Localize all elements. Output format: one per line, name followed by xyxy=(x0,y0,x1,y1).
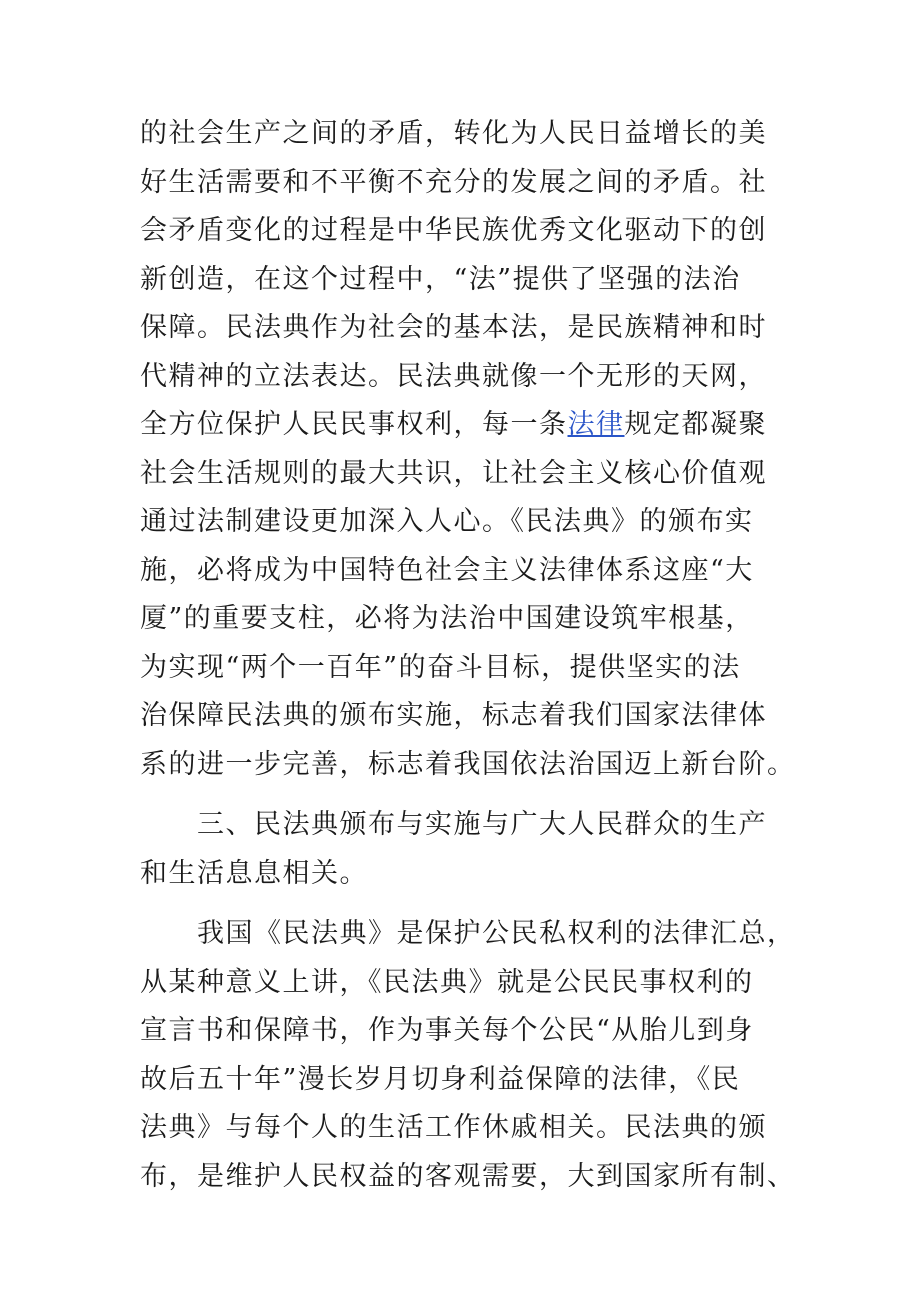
text-line: 厦”的重要支柱，必将为法治中国建设筑牢根基， xyxy=(140,603,754,634)
paragraph-spacer xyxy=(140,898,780,910)
law-link[interactable]: 法律 xyxy=(567,409,625,440)
text-line: 保障。民法典作为社会的基本法，是民族精神和时 xyxy=(140,312,767,343)
paragraph-continuation xyxy=(140,110,796,789)
paragraph-spacer xyxy=(140,789,780,801)
text-line: 治保障民法典的颁布实施，标志着我们国家法律体 xyxy=(140,700,767,731)
text-line: 从某种意义上讲，《民法典》就是公民民事权利的 xyxy=(140,966,754,998)
text-line: 故后五十年”漫长岁月切身利益保障的法律，《民 xyxy=(140,1063,741,1095)
text-line: 新创造，在这个过程中，“法”提供了坚强的法治 xyxy=(140,263,741,295)
text-segment: 规定都凝聚 xyxy=(624,409,767,440)
text-line: 的社会生产之间的矛盾，转化为人民日益增长的美 xyxy=(140,118,767,149)
text-segment: 全方位保护人民民事权利，每一条 xyxy=(140,409,568,440)
text-line: 法典》与每个人的生活工作休戚相关。民法典的颁 xyxy=(140,1112,767,1143)
document-body xyxy=(140,110,796,1201)
text-line: 为实现“两个一百年”的奋斗目标，提供坚实的法 xyxy=(140,651,741,683)
section-heading-3 xyxy=(140,801,780,898)
text-line: 通过法制建设更加深入人心。《民法典》的颁布实 xyxy=(140,506,754,537)
text-line: 我国《民法典》是保护公民私权利的法律汇总， xyxy=(197,918,796,949)
text-line: 会矛盾变化的过程是中华民族优秀文化驱动下的创 xyxy=(140,215,767,246)
text-line: 施，必将成为中国特色社会主义法律体系这座“大 xyxy=(140,554,754,586)
paragraph xyxy=(140,910,796,1201)
heading-line: 三、民法典颁布与实施与广大人民群众的生产 xyxy=(197,809,767,840)
text-line: 宣言书和保障书，作为事关每个公民“从胎儿到身 xyxy=(140,1015,754,1046)
text-line-with-link xyxy=(140,401,780,450)
text-line: 代精神的立法表达。民法典就像一个无形的天网， xyxy=(140,360,767,392)
text-line: 布，是维护人民权益的客观需要，大到国家所有制、 xyxy=(140,1160,796,1192)
text-line: 社会生活规则的最大共识，让社会主义核心价值观 xyxy=(140,457,767,489)
heading-line: 和生活息息相关。 xyxy=(140,857,368,889)
text-line: 系的进一步完善，标志着我国依法治国迈上新台阶。 xyxy=(140,748,796,780)
text-line: 好生活需要和不平衡不充分的发展之间的矛盾。社 xyxy=(140,166,767,198)
